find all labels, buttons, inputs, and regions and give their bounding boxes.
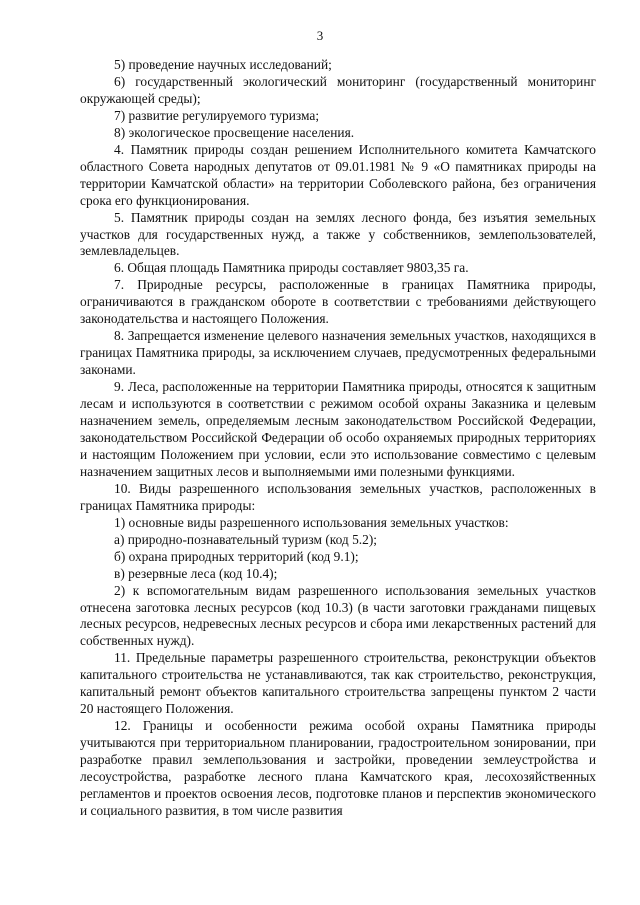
paragraph-list-item-5: 5) проведение научных исследований;: [114, 57, 332, 72]
paragraph-sub-2: 2) к вспомогательным видам разрешенного использования земельных участков отнесена заготовка лесных ресурсов (код 10.3) (в части заготовки гражданами пищевых лесных ресурсов, недревесных лесных ресурсов и сбора ими лекарственных растений для собственных нужд).: [80, 582, 596, 649]
paragraph-clause-5: 5. Памятник природы создан на землях лесного фонда, без изъятия земельных участков для государственных нужд, а также у собственников, землепользователей, землевладельцев.: [80, 209, 596, 259]
paragraph-sub-v: в) резервные леса (код 10.4);: [114, 565, 278, 581]
paragraph-clause-9: 9. Леса, расположенные на территории Памятника природы, относятся к защитным лесам и используются в соответствии с режимом особой охраны Заказника и целевым назначением земель, определяемым лесным законодательством Российской Федерации, законодательством Российской Федерации об особо охраняемых природных территориях и настоящим Положением при условии, если это использование совместимо с целевым назначением защитных лесов и выполняемыми ими полезными функциями.: [80, 379, 596, 479]
paragraph-clause-11: 11. Предельные параметры разрешенного строительства, реконструкции объектов капитального строительства не устанавливаются, так как строительство, реконструкция, капитальный ремонт объектов капитального строительства запрещены пунктом 2 части 20 настоящего Положения.: [80, 650, 596, 717]
paragraph-clause-7: 7. Природные ресурсы, расположенные в границах Памятника природы, ограничиваются в гражданском обороте в соответствии с требованиями действующего законодательства и настоящего Положения.: [80, 277, 596, 327]
paragraph-sub-b: б) охрана природных территорий (код 9.1);: [114, 548, 359, 564]
paragraph-list-item-7: 7) развитие регулируемого туризма;: [114, 107, 320, 123]
paragraph-list-item-6: 6) государственный экологический мониторинг (государственный мониторинг окружающей среды);: [80, 73, 596, 106]
paragraph-list-item-8: 8) экологическое просвещение населения.: [114, 124, 355, 140]
paragraph-clause-8: 8. Запрещается изменение целевого назначения земельных участков, находящихся в границах Памятника природы, за исключением случаев, предусмотренных федеральными законами.: [80, 328, 596, 378]
document-body: [80, 57, 596, 820]
paragraph-clause-4: 4. Памятник природы создан решением Исполнительного комитета Камчатского областного Совета народных депутатов от 09.01.1981 № 9 «О памятниках природы на территории Камчатской области» на территории Соболевского района, без ограничения срока его функционирования.: [80, 141, 596, 208]
paragraph-clause-12: 12. Границы и особенности режима особой охраны Памятника природы учитываются при территориальном планировании, градостроительном зонировании, при разработке правил землепользования и застройки, проведении землеустройства и лесоустройства, разработке лесного плана Камчатского края, лесохозяйственных регламентов и проектов освоения лесов, подготовке планов и перспектив экономического и социального развития, в том числе развития: [80, 718, 596, 818]
paragraph-sub-a: а) природно-познавательный туризм (код 5.2);: [114, 531, 378, 547]
paragraph-clause-6: 6. Общая площадь Памятника природы составляет 9803,35 га.: [114, 260, 469, 276]
page-number: 3: [316, 28, 324, 43]
paragraph-clause-10: 10. Виды разрешенного использования земельных участков, расположенных в границах Памятника природы:: [80, 480, 596, 513]
paragraph-sub-1: 1) основные виды разрешенного использования земельных участков:: [114, 514, 509, 530]
